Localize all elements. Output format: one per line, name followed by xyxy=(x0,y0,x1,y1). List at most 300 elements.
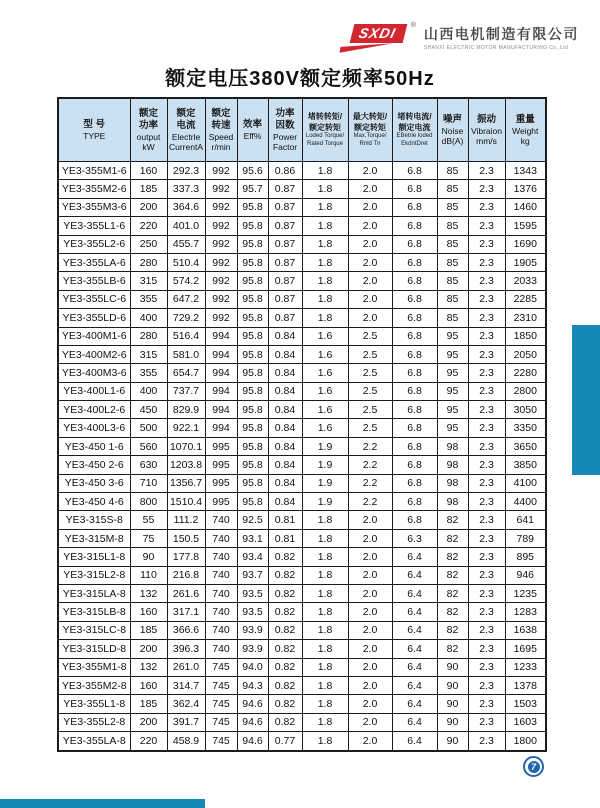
table-cell: 185 xyxy=(130,621,167,639)
table-cell: 6.4 xyxy=(392,548,437,566)
table-cell: 2.0 xyxy=(348,290,392,308)
table-cell: 2.0 xyxy=(348,235,392,253)
table-cell: 75 xyxy=(130,529,167,547)
table-cell: 2.3 xyxy=(468,217,505,235)
table-cell: 95.8 xyxy=(237,235,268,253)
table-cell: 220 xyxy=(130,217,167,235)
table-cell: 455.7 xyxy=(167,235,205,253)
table-cell: 292.3 xyxy=(167,162,205,180)
table-cell: 6.8 xyxy=(392,345,437,363)
column-header-8: 最大转矩/ 额定转矩 Max.Torque/ Rnld Tn xyxy=(348,98,392,162)
table-cell: 2.0 xyxy=(348,217,392,235)
table-row xyxy=(58,493,546,511)
table-cell: 2.3 xyxy=(468,198,505,216)
table-cell: 6.8 xyxy=(392,382,437,400)
table-cell: 1.8 xyxy=(302,658,348,676)
table-cell: 729.2 xyxy=(167,309,205,327)
table-cell: 82 xyxy=(437,548,468,566)
table-cell: 2.0 xyxy=(348,309,392,327)
table-row xyxy=(58,511,546,529)
table-cell: 216.8 xyxy=(167,566,205,584)
table-cell: 458.9 xyxy=(167,732,205,751)
table-cell: 740 xyxy=(205,511,237,529)
table-cell: 0.84 xyxy=(268,419,302,437)
table-cell: YE3-315L1-8 xyxy=(58,548,130,566)
table-cell: 0.82 xyxy=(268,640,302,658)
table-cell: 0.81 xyxy=(268,529,302,547)
table-row xyxy=(58,456,546,474)
table-cell: 94.0 xyxy=(237,658,268,676)
table-cell: 93.5 xyxy=(237,584,268,602)
table-cell: 1.8 xyxy=(302,603,348,621)
table-cell: 630 xyxy=(130,456,167,474)
table-cell: 3850 xyxy=(505,456,546,474)
table-cell: 92.5 xyxy=(237,511,268,529)
table-cell: 98 xyxy=(437,456,468,474)
table-cell: 82 xyxy=(437,621,468,639)
table-cell: 2.3 xyxy=(468,162,505,180)
table-cell: 90 xyxy=(437,713,468,731)
table-cell: 740 xyxy=(205,603,237,621)
table-cell: 6.8 xyxy=(392,456,437,474)
column-header-12: 重量 Weight kg xyxy=(505,98,546,162)
table-cell: 1800 xyxy=(505,732,546,751)
table-row xyxy=(58,566,546,584)
table-cell: 992 xyxy=(205,253,237,271)
column-header-2: 额定 功率 output kW xyxy=(130,98,167,162)
table-cell: 111.2 xyxy=(167,511,205,529)
table-cell: 98 xyxy=(437,474,468,492)
table-row xyxy=(58,198,546,216)
table-cell: 6.4 xyxy=(392,732,437,751)
table-cell: 337.3 xyxy=(167,180,205,198)
table-cell: 1905 xyxy=(505,253,546,271)
table-cell: 95 xyxy=(437,345,468,363)
table-cell: 280 xyxy=(130,253,167,271)
table-cell: 0.82 xyxy=(268,695,302,713)
table-cell: 98 xyxy=(437,493,468,511)
table-cell: 2.3 xyxy=(468,180,505,198)
table-cell: 6.4 xyxy=(392,676,437,694)
table-cell: 1460 xyxy=(505,198,546,216)
table-cell: 400 xyxy=(130,309,167,327)
table-cell: 6.3 xyxy=(392,529,437,547)
table-cell: 2.0 xyxy=(348,253,392,271)
table-cell: 95.8 xyxy=(237,382,268,400)
table-header xyxy=(58,98,546,162)
column-header-9: 堵转电流/ 额定电流 EBetrie loded EkdntDret xyxy=(392,98,437,162)
table-cell: 740 xyxy=(205,621,237,639)
table-row xyxy=(58,309,546,327)
table-cell: 90 xyxy=(437,732,468,751)
table-cell: 992 xyxy=(205,180,237,198)
table-cell: 2.3 xyxy=(468,732,505,751)
table-cell: 922.1 xyxy=(167,419,205,437)
table-cell: 995 xyxy=(205,493,237,511)
table-cell: 2.0 xyxy=(348,180,392,198)
table-cell: 0.87 xyxy=(268,180,302,198)
table-cell: 6.8 xyxy=(392,235,437,253)
table-cell: 95.8 xyxy=(237,253,268,271)
table-cell: 85 xyxy=(437,235,468,253)
table-row xyxy=(58,529,546,547)
table-cell: 1235 xyxy=(505,584,546,602)
table-cell: 2.3 xyxy=(468,272,505,290)
table-cell: 94.6 xyxy=(237,713,268,731)
table-cell: 1.8 xyxy=(302,548,348,566)
table-cell: 2.0 xyxy=(348,713,392,731)
table-cell: YE3-315LC-8 xyxy=(58,621,130,639)
table-row xyxy=(58,548,546,566)
table-cell: 200 xyxy=(130,713,167,731)
table-cell: 992 xyxy=(205,217,237,235)
table-cell: YE3-400M1-6 xyxy=(58,327,130,345)
table-cell: 1356.7 xyxy=(167,474,205,492)
table-cell: 1.6 xyxy=(302,364,348,382)
table-cell: 94.6 xyxy=(237,732,268,751)
table-cell: 90 xyxy=(437,658,468,676)
table-cell: 994 xyxy=(205,327,237,345)
table-cell: 1.6 xyxy=(302,345,348,363)
table-cell: YE3-355L2-8 xyxy=(58,713,130,731)
table-cell: YE3-400L1-6 xyxy=(58,382,130,400)
table-row xyxy=(58,290,546,308)
table-cell: 0.87 xyxy=(268,253,302,271)
table-cell: 85 xyxy=(437,217,468,235)
table-cell: 994 xyxy=(205,419,237,437)
table-cell: 400 xyxy=(130,382,167,400)
table-cell: YE3-355L2-6 xyxy=(58,235,130,253)
table-cell: 1.8 xyxy=(302,180,348,198)
table-cell: 1.8 xyxy=(302,309,348,327)
table-cell: YE3-355M2-8 xyxy=(58,676,130,694)
table-cell: 85 xyxy=(437,198,468,216)
table-cell: 160 xyxy=(130,676,167,694)
table-cell: 994 xyxy=(205,345,237,363)
table-cell: 2.2 xyxy=(348,493,392,511)
table-cell: 2.3 xyxy=(468,345,505,363)
table-cell: 2.3 xyxy=(468,456,505,474)
table-cell: 0.82 xyxy=(268,621,302,639)
table-cell: 95.7 xyxy=(237,180,268,198)
table-cell: 745 xyxy=(205,713,237,731)
table-row xyxy=(58,401,546,419)
table-cell: 0.82 xyxy=(268,566,302,584)
table-cell: 82 xyxy=(437,511,468,529)
table-cell: 710 xyxy=(130,474,167,492)
table-cell: 2.3 xyxy=(468,603,505,621)
registered-trademark-symbol: ® xyxy=(410,22,416,29)
table-cell: 2050 xyxy=(505,345,546,363)
table-cell: 95.8 xyxy=(237,272,268,290)
table-cell: 95.8 xyxy=(237,419,268,437)
table-cell: 1.8 xyxy=(302,713,348,731)
table-cell: 1850 xyxy=(505,327,546,345)
table-cell: 992 xyxy=(205,162,237,180)
table-cell: 315 xyxy=(130,345,167,363)
table-cell: YE3-355LC-6 xyxy=(58,290,130,308)
table-cell: 0.84 xyxy=(268,437,302,455)
table-cell: 992 xyxy=(205,290,237,308)
table-cell: 2.5 xyxy=(348,345,392,363)
page-number-badge xyxy=(523,756,544,777)
table-cell: 2.5 xyxy=(348,364,392,382)
table-cell: 355 xyxy=(130,290,167,308)
table-cell: 2.3 xyxy=(468,437,505,455)
table-cell: 745 xyxy=(205,695,237,713)
table-cell: 0.77 xyxy=(268,732,302,751)
table-cell: 95.8 xyxy=(237,401,268,419)
table-cell: 6.8 xyxy=(392,474,437,492)
table-row xyxy=(58,162,546,180)
table-cell: 90 xyxy=(130,548,167,566)
table-cell: 95 xyxy=(437,401,468,419)
table-cell: 2.0 xyxy=(348,566,392,584)
table-row xyxy=(58,732,546,751)
table-cell: 95.8 xyxy=(237,309,268,327)
table-cell: 6.4 xyxy=(392,566,437,584)
table-cell: 1203.8 xyxy=(167,456,205,474)
table-cell: 2.5 xyxy=(348,327,392,345)
table-cell: 6.8 xyxy=(392,162,437,180)
table-cell: YE3-315LA-8 xyxy=(58,584,130,602)
table-cell: YE3-450 2-6 xyxy=(58,456,130,474)
table-cell: 2.3 xyxy=(468,327,505,345)
table-cell: 1.8 xyxy=(302,584,348,602)
table-cell: 391.7 xyxy=(167,713,205,731)
column-header-11: 振动 Vibraion mm/s xyxy=(468,98,505,162)
table-cell: 85 xyxy=(437,162,468,180)
table-cell: 364.6 xyxy=(167,198,205,216)
table-cell: 560 xyxy=(130,437,167,455)
table-cell: 1.8 xyxy=(302,511,348,529)
table-cell: 992 xyxy=(205,309,237,327)
table-cell: 1343 xyxy=(505,162,546,180)
table-cell: 0.82 xyxy=(268,584,302,602)
table-cell: 2.0 xyxy=(348,732,392,751)
logo-mark-text: SXDI xyxy=(357,25,398,41)
table-cell: 1.9 xyxy=(302,493,348,511)
table-cell: 6.4 xyxy=(392,695,437,713)
table-cell: 0.84 xyxy=(268,401,302,419)
table-cell: 95.8 xyxy=(237,198,268,216)
table-cell: 90 xyxy=(437,676,468,694)
table-cell: 95.8 xyxy=(237,493,268,511)
table-cell: 95 xyxy=(437,364,468,382)
page-title: 额定电压380V额定频率50Hz xyxy=(165,68,435,90)
table-cell: 1.6 xyxy=(302,382,348,400)
table-cell: 401.0 xyxy=(167,217,205,235)
table-cell: YE3-355L1-6 xyxy=(58,217,130,235)
table-row xyxy=(58,217,546,235)
table-cell: YE3-400M2-6 xyxy=(58,345,130,363)
table-cell: 85 xyxy=(437,309,468,327)
table-cell: 737.7 xyxy=(167,382,205,400)
table-cell: 500 xyxy=(130,419,167,437)
table-cell: 6.8 xyxy=(392,401,437,419)
table-cell: 314.7 xyxy=(167,676,205,694)
table-cell: 0.84 xyxy=(268,493,302,511)
table-cell: 1233 xyxy=(505,658,546,676)
table-cell: 6.8 xyxy=(392,493,437,511)
table-cell: 280 xyxy=(130,327,167,345)
table-cell: 0.82 xyxy=(268,548,302,566)
table-cell: 1595 xyxy=(505,217,546,235)
table-cell: YE3-400L2-6 xyxy=(58,401,130,419)
table-cell: 95.8 xyxy=(237,327,268,345)
table-cell: 2.5 xyxy=(348,401,392,419)
table-cell: 740 xyxy=(205,548,237,566)
table-cell: 895 xyxy=(505,548,546,566)
table-cell: 95.8 xyxy=(237,345,268,363)
table-row xyxy=(58,621,546,639)
table-cell: 6.4 xyxy=(392,658,437,676)
table-cell: YE3-315S-8 xyxy=(58,511,130,529)
table-cell: 1.8 xyxy=(302,640,348,658)
table-cell: 1503 xyxy=(505,695,546,713)
table-cell: 1.9 xyxy=(302,437,348,455)
table-cell: 2.5 xyxy=(348,419,392,437)
table-cell: 0.87 xyxy=(268,198,302,216)
column-header-5: 效率 Eff% xyxy=(237,98,268,162)
table-cell: 95.8 xyxy=(237,290,268,308)
table-cell: 2.3 xyxy=(468,401,505,419)
table-cell: 93.1 xyxy=(237,529,268,547)
table-cell: 2.0 xyxy=(348,621,392,639)
table-cell: 2.0 xyxy=(348,272,392,290)
table-cell: 2.3 xyxy=(468,566,505,584)
table-cell: 510.4 xyxy=(167,253,205,271)
table-row xyxy=(58,327,546,345)
table-cell: 3050 xyxy=(505,401,546,419)
table-cell: 1.8 xyxy=(302,566,348,584)
table-cell: 1.8 xyxy=(302,198,348,216)
table-cell: 6.8 xyxy=(392,437,437,455)
table-cell: 6.4 xyxy=(392,621,437,639)
table-cell: 2310 xyxy=(505,309,546,327)
table-cell: 6.8 xyxy=(392,309,437,327)
table-cell: 2.0 xyxy=(348,603,392,621)
table-cell: 82 xyxy=(437,603,468,621)
table-cell: 2.3 xyxy=(468,235,505,253)
table-cell: YE3-315L2-8 xyxy=(58,566,130,584)
table-cell: 992 xyxy=(205,198,237,216)
table-cell: 740 xyxy=(205,584,237,602)
table-cell: 85 xyxy=(437,272,468,290)
table-cell: 6.8 xyxy=(392,511,437,529)
table-cell: 992 xyxy=(205,272,237,290)
table-cell: 2280 xyxy=(505,364,546,382)
table-cell: 6.8 xyxy=(392,272,437,290)
table-cell: 0.87 xyxy=(268,309,302,327)
table-cell: 2800 xyxy=(505,382,546,400)
table-cell: 1.6 xyxy=(302,419,348,437)
table-cell: 2.2 xyxy=(348,474,392,492)
table-cell: 2.0 xyxy=(348,676,392,694)
table-cell: 95.6 xyxy=(237,162,268,180)
table-cell: 0.84 xyxy=(268,474,302,492)
table-cell: 0.84 xyxy=(268,364,302,382)
table-cell: 2.3 xyxy=(468,364,505,382)
table-cell: YE3-450 4-6 xyxy=(58,493,130,511)
table-cell: 789 xyxy=(505,529,546,547)
table-cell: 132 xyxy=(130,658,167,676)
table-cell: 2.0 xyxy=(348,162,392,180)
table-cell: 6.4 xyxy=(392,584,437,602)
table-cell: 1.9 xyxy=(302,456,348,474)
table-cell: 355 xyxy=(130,364,167,382)
table-cell: 995 xyxy=(205,474,237,492)
table-cell: 6.8 xyxy=(392,290,437,308)
table-cell: 1070.1 xyxy=(167,437,205,455)
table-cell: 2.0 xyxy=(348,198,392,216)
bottom-strip xyxy=(0,799,205,808)
table-cell: 1.8 xyxy=(302,732,348,751)
column-header-7: 堵转转矩/ 额定转矩 Loded Torque/ Rated Torque xyxy=(302,98,348,162)
brand-header xyxy=(352,24,587,64)
table-cell: 2.0 xyxy=(348,695,392,713)
table-cell: 90 xyxy=(437,695,468,713)
table-cell: 0.86 xyxy=(268,162,302,180)
table-cell: 93.5 xyxy=(237,603,268,621)
table-cell: 98 xyxy=(437,437,468,455)
table-row xyxy=(58,345,546,363)
table-cell: YE3-400M3-6 xyxy=(58,364,130,382)
table-cell: 177.8 xyxy=(167,548,205,566)
table-cell: 82 xyxy=(437,640,468,658)
table-cell: 450 xyxy=(130,401,167,419)
table-cell: 1.8 xyxy=(302,621,348,639)
table-row xyxy=(58,658,546,676)
table-cell: 1.8 xyxy=(302,695,348,713)
table-cell: 185 xyxy=(130,695,167,713)
table-cell: 2.3 xyxy=(468,658,505,676)
table-cell: 85 xyxy=(437,290,468,308)
table-cell: 2.3 xyxy=(468,713,505,731)
table-cell: 647.2 xyxy=(167,290,205,308)
table-cell: 946 xyxy=(505,566,546,584)
table-cell: 110 xyxy=(130,566,167,584)
table-cell: 95.8 xyxy=(237,364,268,382)
table-cell: 396.3 xyxy=(167,640,205,658)
table-cell: 94.6 xyxy=(237,695,268,713)
column-header-10: 噪声 Noise dB(A) xyxy=(437,98,468,162)
table-cell: 95.8 xyxy=(237,217,268,235)
table-cell: 6.4 xyxy=(392,640,437,658)
table-cell: 160 xyxy=(130,162,167,180)
table-cell: 95.8 xyxy=(237,456,268,474)
table-cell: 185 xyxy=(130,180,167,198)
table-cell: 95 xyxy=(437,419,468,437)
table-cell: 362.4 xyxy=(167,695,205,713)
table-cell: 4100 xyxy=(505,474,546,492)
table-cell: 1.8 xyxy=(302,235,348,253)
table-cell: 2.2 xyxy=(348,456,392,474)
table-cell: 2.3 xyxy=(468,640,505,658)
table-cell: 6.8 xyxy=(392,419,437,437)
table-cell: YE3-355LA-6 xyxy=(58,253,130,271)
table-cell: 220 xyxy=(130,732,167,751)
table-cell: 1603 xyxy=(505,713,546,731)
table-row xyxy=(58,180,546,198)
table-cell: 1638 xyxy=(505,621,546,639)
table-cell: 0.87 xyxy=(268,272,302,290)
table-cell: 800 xyxy=(130,493,167,511)
table-cell: 0.82 xyxy=(268,713,302,731)
table-cell: 6.4 xyxy=(392,713,437,731)
table-row xyxy=(58,640,546,658)
table-cell: 994 xyxy=(205,382,237,400)
